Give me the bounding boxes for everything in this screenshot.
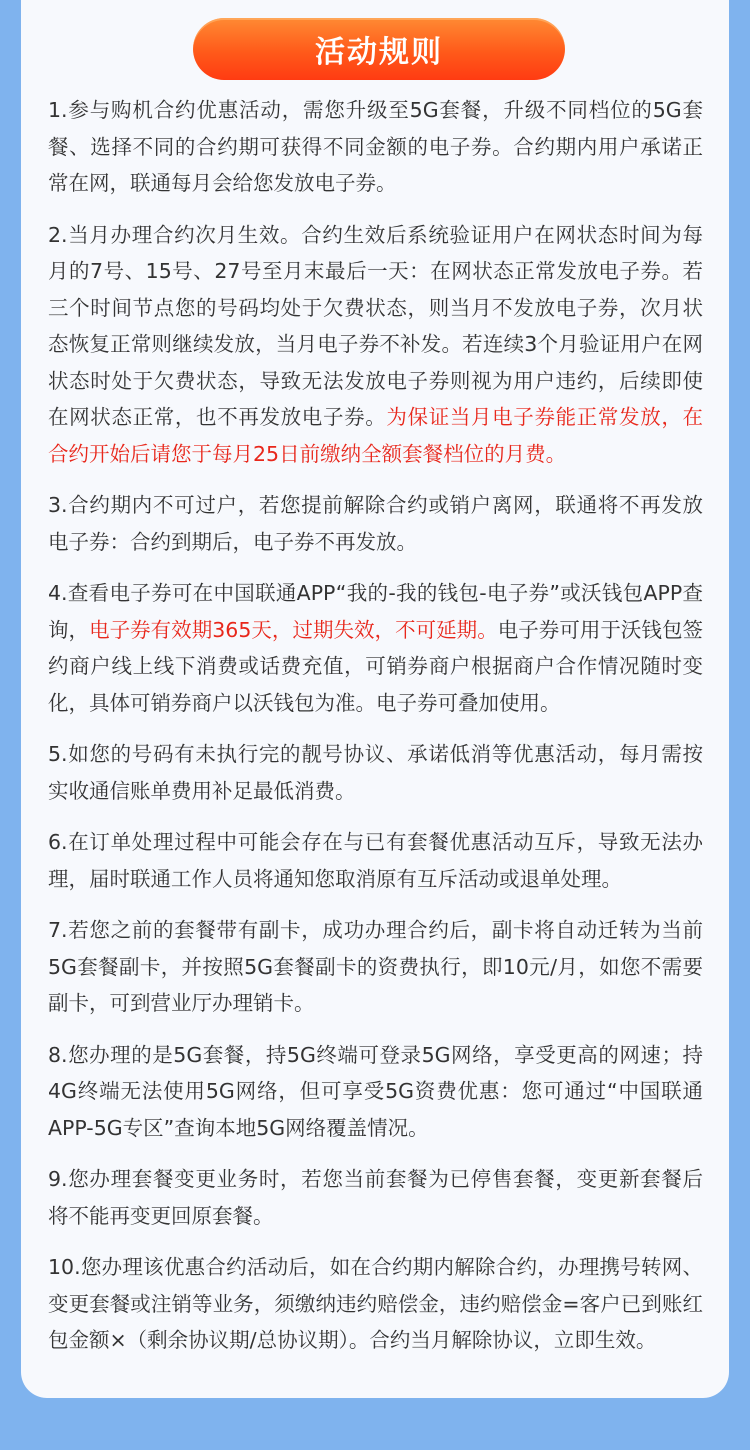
rule-10 xyxy=(48,1249,703,1359)
rule-6 xyxy=(48,824,703,897)
rule-5-text: 5.如您的号码有未执行完的靓号协议、承诺低消等优惠活动，每月需按实收通信账单费用补足最低消费。 xyxy=(48,742,703,803)
rule-1 xyxy=(48,92,703,202)
rule-7-text: 7.若您之前的套餐带有副卡，成功办理合约后，副卡将自动迁转为当前5G套餐副卡，并按照5G套餐副卡的资费执行，即10元/月，如您不需要副卡，可到营业厅办理销卡。 xyxy=(48,918,703,1015)
rule-8-text: 8.您办理的是5G套餐，持5G终端可登录5G网络，享受更高的网速；持4G终端无法使用5G网络，但可享受5G资费优惠：您可通过“中国联通APP-5G专区”查询本地5G网络覆盖情况。 xyxy=(48,1042,703,1140)
rule-10-text: 10.您办理该优惠合约活动后，如在合约期内解除合约，办理携号转网、变更套餐或注销等业务，须缴纳违约赔偿金，违约赔偿金=客户已到账红包金额×（剩余协议期/总协议期）。合约当月解除协议，立即生效。 xyxy=(48,1255,703,1352)
rule-1-text: 1.参与购机合约优惠活动，需您升级至5G套餐，升级不同档位的5G套餐、选择不同的合约期可获得不同金额的电子券。合约期内用户承诺正常在网，联通每月会给您发放电子券。 xyxy=(48,98,703,195)
rule-4-text-after: 电子券可用于沃钱包签约商户线上线下消费或话费充值，可销券商户根据商户合作情况随时变化，具体可销券商户以沃钱包为准。电子券可叠加使用。 xyxy=(48,617,703,715)
title-banner xyxy=(193,18,565,80)
rule-2-highlight: 为保证当月电子券能正常发放，在合约开始后请您于每月25日前缴纳全额套餐档位的月费。 xyxy=(48,405,704,466)
rule-2-text: 2.当月办理合约次月生效。合约生效后系统验证用户在网状态时间为每月的7号、15号、27号至月末最后一天：在网状态正常发放电子券。若三个时间节点您的号码均处于欠费状态，则当月不发放电子券，次月状态恢复正常则继续发放，当月电子券不补发。若连续3个月验证用户在网状态时处于欠费状态，导致无法发放电子券则视为用户违约，后续即使在网状态正常，也不再发放电子券。 xyxy=(48,222,703,429)
rule-8 xyxy=(48,1037,703,1147)
rule-3 xyxy=(48,487,703,560)
rule-5 xyxy=(48,736,703,809)
rule-6-text: 6.在订单处理过程中可能会存在与已有套餐优惠活动互斥，导致无法办理，届时联通工作人员将通知您取消原有互斥活动或退单处理。 xyxy=(48,830,703,891)
rule-9 xyxy=(48,1161,703,1234)
rule-9-text: 9.您办理套餐变更业务时，若您当前套餐为已停售套餐，变更新套餐后将不能再变更回原套餐。 xyxy=(48,1167,703,1228)
rule-4 xyxy=(48,575,703,721)
rule-4-text: 4.查看电子券可在中国联通APP“我的-我的钱包-电子券”或沃钱包APP查询， xyxy=(48,581,703,642)
rule-2 xyxy=(48,217,703,473)
rule-4-highlight: 电子券有效期365天，过期失效，不可延期。 xyxy=(89,617,498,642)
rule-7 xyxy=(48,912,703,1022)
page-title: 活动规则 xyxy=(315,35,443,70)
rules-card xyxy=(21,0,729,1398)
rule-3-text: 3.合约期内不可过户，若您提前解除合约或销户离网，联通将不再发放电子券：合约到期后，电子券不再发放。 xyxy=(48,493,703,554)
